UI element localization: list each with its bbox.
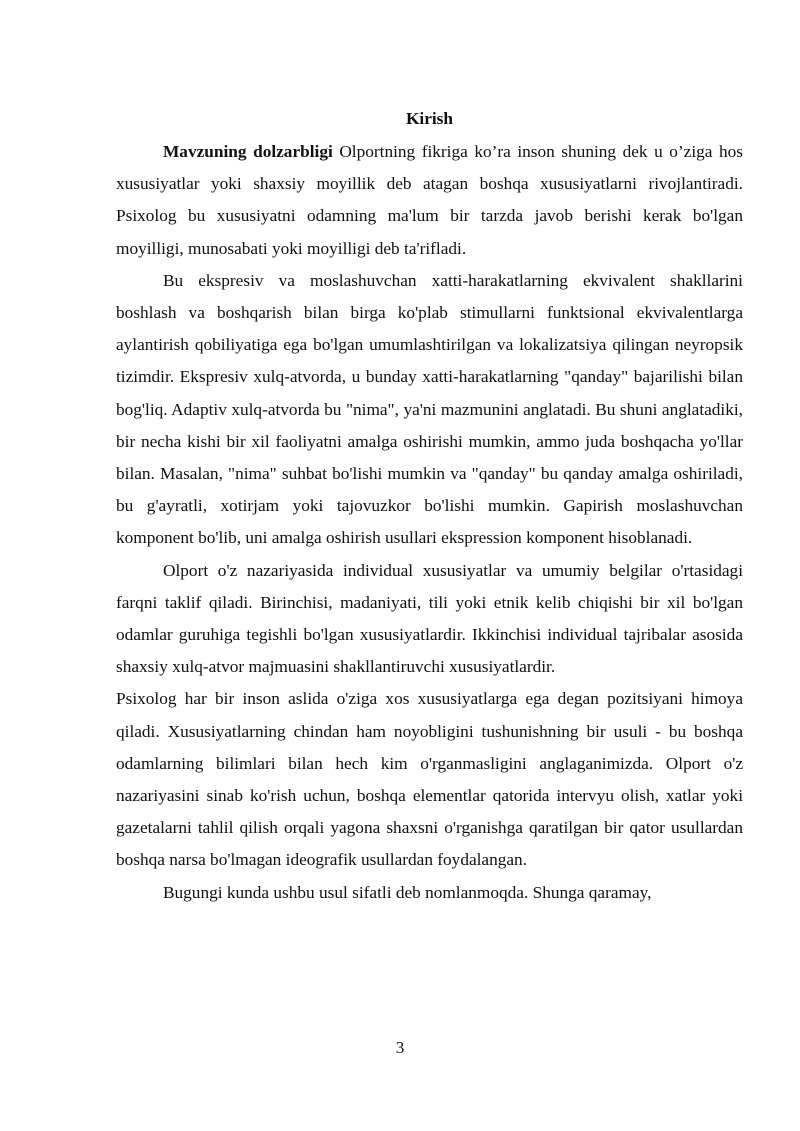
- section-title: Kirish: [405, 109, 454, 128]
- paragraph-text: Bugungi kunda ushbu usul sifatli deb nomlanmoqda. Shunga qaramay,: [163, 882, 652, 902]
- paragraph-expressive: [116, 265, 743, 555]
- paragraph-method: [116, 877, 743, 909]
- paragraph-uniqueness: [116, 683, 743, 876]
- paragraph-text: Bu ekspresiv va moslashuvchan xatti-harakatlarning ekvivalent shakllarini boshlash va boshqarish bilan birga ko'plab stimullarni funktsional ekvivalentlarga aylantirish qobiliyatiga ega bo'lgan umumlashtirilgan va lokalizatsiya qilingan neyropsik tizimdir. Ekspresiv xulq-atvorda, u bunday xatti-harakatlarning "qanday" bajarilishi bilan bog'liq. Adaptiv xulq-atvorda bu "nima", ya'ni mazmunini anglatadi. Bu shuni anglatadiki, bir necha kishi bir xil faoliyatni amalga oshirishi mumkin, ammo juda boshqacha yo'llar bilan. Masalan, "nima" suhbat bo'lishi mumkin va "qanday" bu qanday amalga oshiriladi, bu g'ayratli, xotirjam yoki tajovuzkor bo'lishi mumkin. Gapirish moslashuvchan komponent bo'lib, uni amalga oshirish usullari ekspression komponent hisoblanadi.: [116, 270, 743, 548]
- paragraph-text: Olport o'z nazariyasida individual xususiyatlar va umumiy belgilar o'rtasidagi farqni taklif qiladi. Birinchisi, madaniyati, tili yoki etnik kelib chiqishi bir xil bo'lgan odamlar guruhiga tegishli bo'lgan xususiyatlardir. Ikkinchisi individual tajribalar asosida shaxsiy xulq-atvor majmuasini shakllantiruvchi xususiyatlardir.: [116, 560, 743, 677]
- paragraph-text: Olportning fikriga ko’ra inson shuning dek u o’ziga hos xususiyatlar yoki shaxsiy moyillik deb atagan boshqa xususiyatlarni rivojlantiradi. Psixolog bu xususiyatni odamning ma'lum bir tarzda javob berishi kerak bo'lgan moyilligi, munosabati yoki moyilligi deb ta'rifladi.: [116, 142, 743, 258]
- page-content: [116, 104, 743, 909]
- paragraph-lead: Mavzuning dolzarbligi: [163, 142, 333, 161]
- paragraph-relevance: [116, 136, 743, 265]
- paragraph-text: Psixolog har bir inson aslida o'ziga xos xususiyatlarga ega degan pozitsiyani himoya qiladi. Xususiyatlarning chindan ham noyobligini tushunishning bir usuli - bu boshqa odamlarning bilimlari bilan hech kim o'rganmasligini anglaganimizda. Olport o'z nazariyasini sinab ko'rish uchun, boshqa elementlar qatorida intervyu olish, xatlar yoki gazetalarni tahlil qilish orqali yagona shaxsni o'rganishga qaratilgan bir qator usullardan boshqa narsa bo'lmagan ideografik usullardan foydalangan.: [116, 689, 743, 870]
- page-number: 3: [395, 1038, 405, 1057]
- paragraph-traits: [116, 555, 743, 684]
